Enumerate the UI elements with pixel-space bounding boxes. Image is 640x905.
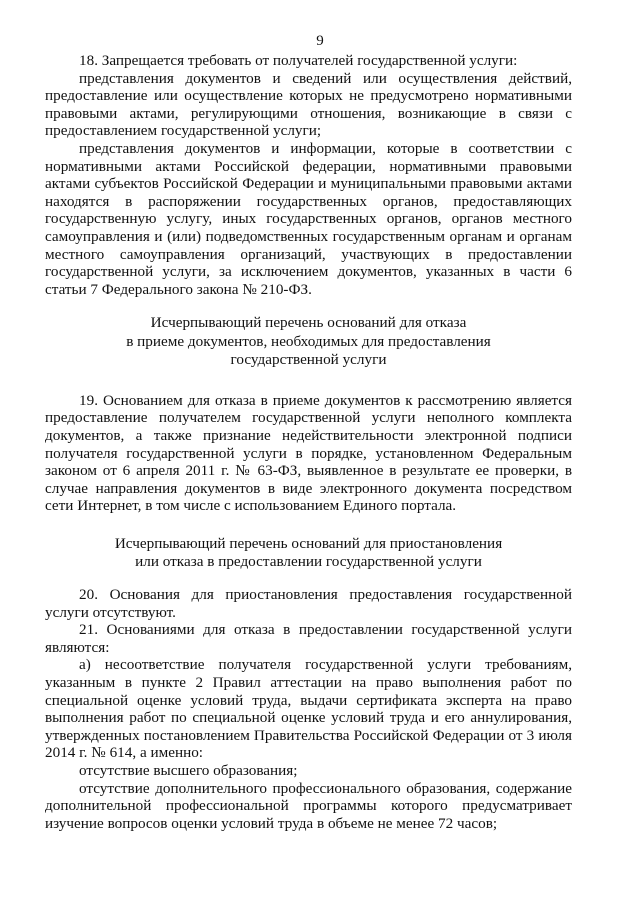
section-18-item-1: представления документов и сведений или осуществления действий, предоставление или осуществление которых не предусмотрено нормативными правовыми актами, регулирующими отношения, возникающие в связи с предоставлением государственной услуги; [45,69,572,140]
section-21-sub-2: отсутствие дополнительного профессионального образования, содержание дополнительной профессиональной программы которого предусматривает изучение вопросов оценки условий труда в объеме не менее 72 часов; [45,779,572,832]
heading-1-line-1: Исчерпывающий перечень оснований для отказа [150,314,467,332]
section-21-sub-1: отсутствие высшего образования; [79,761,298,779]
section-18-title: 18. Запрещается требовать от получателей государственной услуги: [79,52,518,69]
section-19-text: 19. Основанием для отказа в приеме документов к рассмотрению является предоставление получателем государственной услуги неполного комплекта документов, а также признание недействительности электронной подписи получателя государственной услуги в порядке, установленном Федеральным законом от 6 апреля 2011 г. № 63-ФЗ, выявленное в результате ее проверки, в случае направления документов в виде электронного документа посредством сети Интернет, в том числе с использованием Единого портала. [45,391,572,515]
heading-2-line-2: или отказа в предоставлении государственной услуги [135,553,482,571]
section-20-text: 20. Основания для приостановления предоставления государственной услуги отсутствуют. [45,585,572,621]
heading-1-line-2: в приеме документов, необходимых для предоставления [126,332,491,350]
heading-1-line-3: государственной услуги [230,351,387,369]
heading-suspension-refusal [45,535,572,572]
page-content [45,52,572,832]
section-21-intro: 21. Основаниями для отказа в предоставлении государственной услуги являются: [45,621,572,656]
section-21-item-a: а) несоответствие получателя государственной услуги требованиям, указанным в пункте 2 Правил аттестации на право выполнения работ по специальной оценке условий труда, выдачи сертификата эксперта на право выполнения работ по специальной оценке условий труда и его аннулирования, утвержденных постановлением Правительства Российской Федерации от 3 июля 2014 г. № 614, а именно: [45,656,572,762]
heading-2-line-1: Исчерпывающий перечень оснований для приостановления [114,534,503,552]
section-18-item-2: представления документов и информации, которые в соответствии с нормативными актами Российской федерации, нормативными правовыми актами субъектов Российской Федерации и муниципальными правовыми актами находятся в распоряжении государственных органов, предоставляющих государственную услугу, иных государственных органов, органов местного самоуправления и (или) подведомственных государственным органам и органам местного самоуправления организаций, участвующих в предоставлении государственной услуги, за исключением документов, указанных в части 6 статьи 7 Федерального закона № 210-ФЗ. [45,139,572,298]
page-number: 9 [316,33,324,49]
heading-refusal-acceptance [45,314,572,370]
